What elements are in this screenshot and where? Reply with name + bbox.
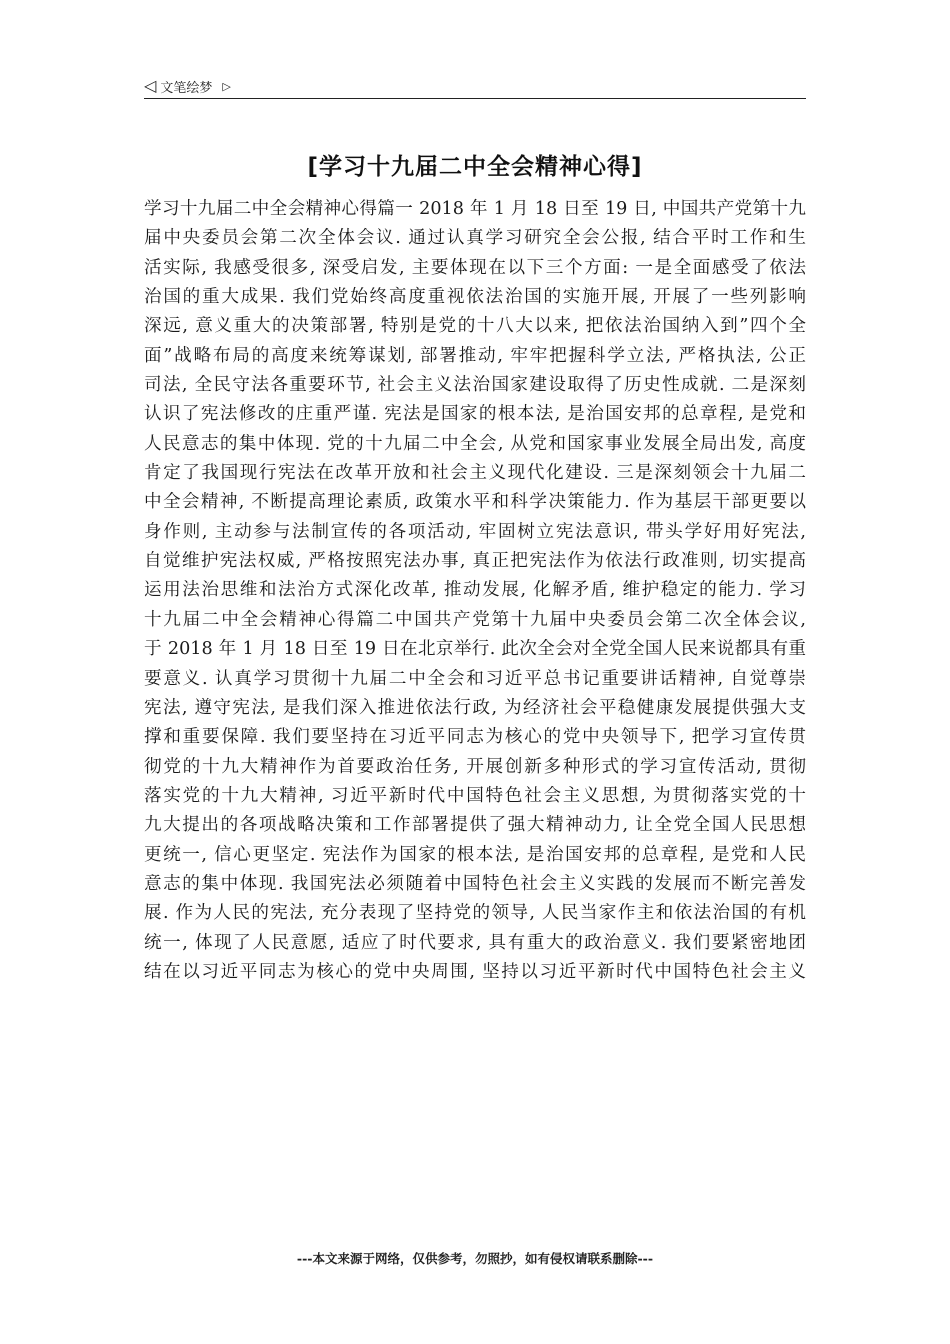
- body-line: 届中央委员会第二次全体会议. 通过认真学习研究全会公报, 结合平时工作和生: [144, 228, 806, 249]
- body-line: 落实党的十九大精神, 习近平新时代中国特色社会主义思想, 为贯彻落实党的十: [144, 785, 806, 806]
- body-line: 学习十九届二中全会精神心得篇一 2018 年 1 月 18 日至 19 日, 中国共产党第十九: [144, 199, 806, 219]
- brand-label: 文笔绘梦: [160, 80, 213, 96]
- left-triangle-icon: ◁: [144, 76, 157, 95]
- body-line: 治国的重大成果. 我们党始终高度重视依法治国的实施开展, 开展了一些列影响: [144, 287, 806, 308]
- body-line: 于 2018 年 1 月 18 日至 19 日在北京举行. 此次全会对全党全国人民来说都具有重: [144, 639, 806, 660]
- document-body: [144, 195, 806, 987]
- body-line: 更统一, 信心更坚定. 宪法作为国家的根本法, 是治国安邦的总章程, 是党和人民: [144, 844, 806, 865]
- body-line: 要意义. 认真学习贯彻十九届二中全会和习近平总书记重要讲话精神, 自觉尊崇: [144, 668, 806, 689]
- right-triangle-icon: ▷: [222, 79, 231, 93]
- body-line: 认识了宪法修改的庄重严谨. 宪法是国家的根本法, 是治国安邦的总章程, 是党和: [144, 404, 806, 425]
- body-line: 展. 作为人民的宪法, 充分表现了坚持党的领导, 人民当家作主和依法治国的有机: [144, 903, 806, 924]
- body-line: 肯定了我国现行宪法在改革开放和社会主义现代化建设. 三是深刻领会十九届二: [144, 463, 806, 484]
- body-line: 人民意志的集中体现. 党的十九届二中全会, 从党和国家事业发展全局出发, 高度: [144, 433, 806, 454]
- page-footer: ---本文来源于网络，仅供参考，勿照抄，如有侵权请联系删除---: [296, 1251, 654, 1266]
- body-line: 彻党的十九大精神作为首要政治任务, 开展创新多种形式的学习宣传活动, 贯彻: [144, 756, 806, 777]
- body-line: 司法, 全民守法各重要环节, 社会主义法治国家建设取得了历史性成就. 二是深刻: [144, 375, 806, 396]
- body-line: 意志的集中体现. 我国宪法必须随着中国特色社会主义实践的发展而不断完善发: [144, 873, 806, 894]
- body-line: 中全会精神, 不断提高理论素质, 政策水平和科学决策能力. 作为基层干部更要以: [144, 492, 806, 513]
- body-line: 自觉维护宪法权威, 严格按照宪法办事, 真正把宪法作为依法行政准则, 切实提高: [144, 551, 806, 572]
- body-line: 宪法, 遵守宪法, 是我们深入推进依法行政, 为经济社会平稳健康发展提供强大支: [144, 697, 806, 718]
- body-line: 深远, 意义重大的决策部署, 特别是党的十八大以来, 把依法治国纳入到”四个全: [144, 316, 806, 337]
- body-line: 身作则, 主动参与法制宣传的各项活动, 牢固树立宪法意识, 带头学好用好宪法,: [144, 521, 806, 542]
- body-line: 撑和重要保障. 我们要坚持在习近平同志为核心的党中央领导下, 把学习宣传贯: [144, 727, 806, 748]
- body-line: 面”战略布局的高度来统筹谋划, 部署推动, 牢牢把握科学立法, 严格执法, 公正: [144, 345, 806, 366]
- body-line: 活实际, 我感受很多, 深受启发, 主要体现在以下三个方面: 一是全面感受了依法: [144, 257, 806, 278]
- body-line: 统一, 体现了人民意愿, 适应了时代要求, 具有重大的政治意义. 我们要紧密地团: [144, 932, 806, 953]
- page-header: [144, 74, 806, 99]
- body-line: 结在以习近平同志为核心的党中央周围, 坚持以习近平新时代中国特色社会主义: [144, 961, 806, 982]
- body-line: 九大提出的各项战略决策和工作部署提供了强大精神动力, 让全党全国人民思想: [144, 815, 806, 836]
- document-title: [学习十九届二中全会精神心得]: [307, 154, 643, 180]
- body-line: 运用法治思维和法治方式深化改革, 推动发展, 化解矛盾, 维护稳定的能力. 学习: [144, 580, 806, 601]
- body-line: 十九届二中全会精神心得篇二中国共产党第十九届中央委员会第二次全体会议,: [144, 609, 806, 630]
